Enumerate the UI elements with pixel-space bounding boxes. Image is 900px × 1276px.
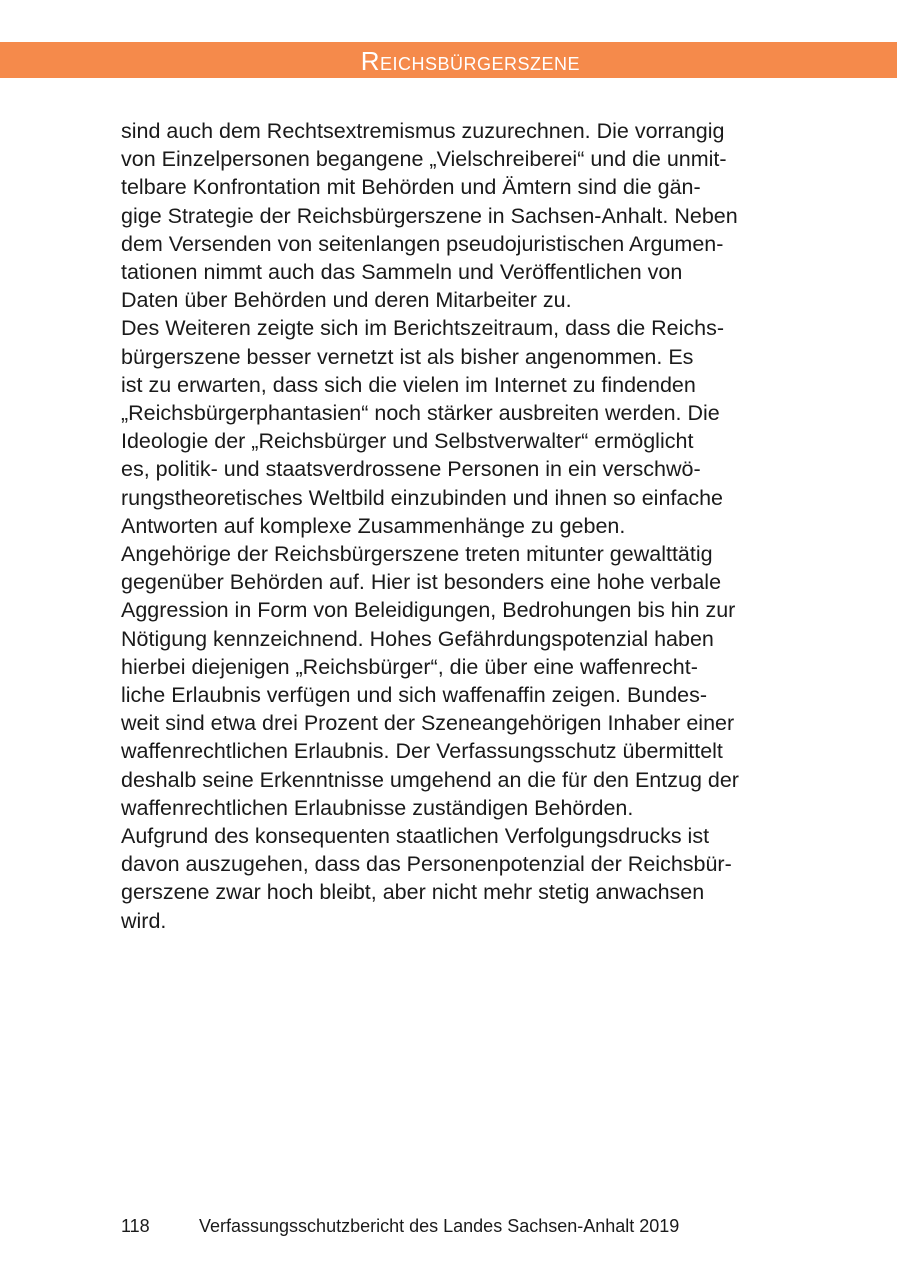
publication-title: Verfassungsschutzbericht des Landes Sachsen-Anhalt 2019	[199, 1216, 680, 1236]
section-title: Reichsbürgerszene	[360, 46, 580, 76]
body-line: liche Erlaubnis verfügen und sich waffenaffin zeigen. Bundes-	[121, 683, 708, 708]
body-line: Ideologie der „Reichsbürger und Selbstverwalter“ ermöglicht	[121, 429, 694, 454]
body-line: sind auch dem Rechtsextremismus zuzurechnen. Die vorrangig	[121, 119, 725, 143]
body-line: es, politik- und staatsverdrossene Personen in ein verschwö-	[121, 457, 701, 482]
page-number: 118	[121, 1216, 150, 1236]
body-line: hierbei diejenigen „Reichsbürger“, die über eine waffenrecht-	[121, 654, 698, 679]
body-line: Daten über Behörden und deren Mitarbeiter zu.	[121, 288, 572, 313]
body-line: Nötigung kennzeichnend. Hohes Gefährdungspotenzial haben	[121, 626, 714, 651]
body-line: waffenrechtlichen Erlaubnisse zuständigen Behörden.	[121, 795, 634, 820]
body-line: gerszene zwar hoch bleibt, aber nicht mehr stetig anwachsen	[121, 880, 705, 905]
body-line: telbare Konfrontation mit Behörden und Ämtern sind die gän-	[121, 175, 701, 200]
body-line: bürgerszene besser vernetzt ist als bisher angenommen. Es	[121, 344, 694, 369]
body-line: gegenüber Behörden auf. Hier ist besonders eine hohe verbale	[121, 570, 722, 595]
body-line: dem Versenden von seitenlangen pseudojuristischen Argumen-	[121, 231, 724, 256]
body-line: deshalb seine Erkenntnisse umgehend an die für den Entzug der	[121, 767, 739, 792]
body-line: wird.	[121, 908, 167, 933]
body-line: Antworten auf komplexe Zusammenhänge zu geben.	[121, 513, 626, 538]
body-line: ist zu erwarten, dass sich die vielen im Internet zu findenden	[121, 372, 696, 397]
body-line: Angehörige der Reichsbürgerszene treten mitunter gewalttätig	[121, 542, 713, 567]
body-line: tationen nimmt auch das Sammeln und Veröffentlichen von	[121, 260, 683, 285]
body-line: Des Weiteren zeigte sich im Berichtszeitraum, dass die Reichs-	[121, 316, 725, 341]
body-line: waffenrechtlichen Erlaubnis. Der Verfassungsschutz übermittelt	[121, 739, 723, 764]
body-line: Aufgrund des konsequenten staatlichen Verfolgungsdrucks ist	[121, 824, 710, 849]
body-line: von Einzelpersonen begangene „Vielschreiberei“ und die unmit-	[121, 147, 727, 172]
body-line: gige Strategie der Reichsbürgerszene in Sachsen-Anhalt. Neben	[121, 203, 738, 228]
body-line: Aggression in Form von Beleidigungen, Bedrohungen bis hin zur	[121, 598, 736, 623]
body-line: „Reichsbürgerphantasien“ noch stärker ausbreiten werden. Die	[121, 401, 720, 426]
body-line: weit sind etwa drei Prozent der Szeneangehörigen Inhaber einer	[121, 711, 735, 736]
page-footer	[121, 1213, 679, 1239]
body-line: rungstheoretisches Weltbild einzubinden und ihnen so einfache	[121, 485, 724, 510]
body-line: davon auszugehen, dass das Personenpotenzial der Reichsbür-	[121, 852, 732, 877]
body-text	[121, 117, 801, 935]
